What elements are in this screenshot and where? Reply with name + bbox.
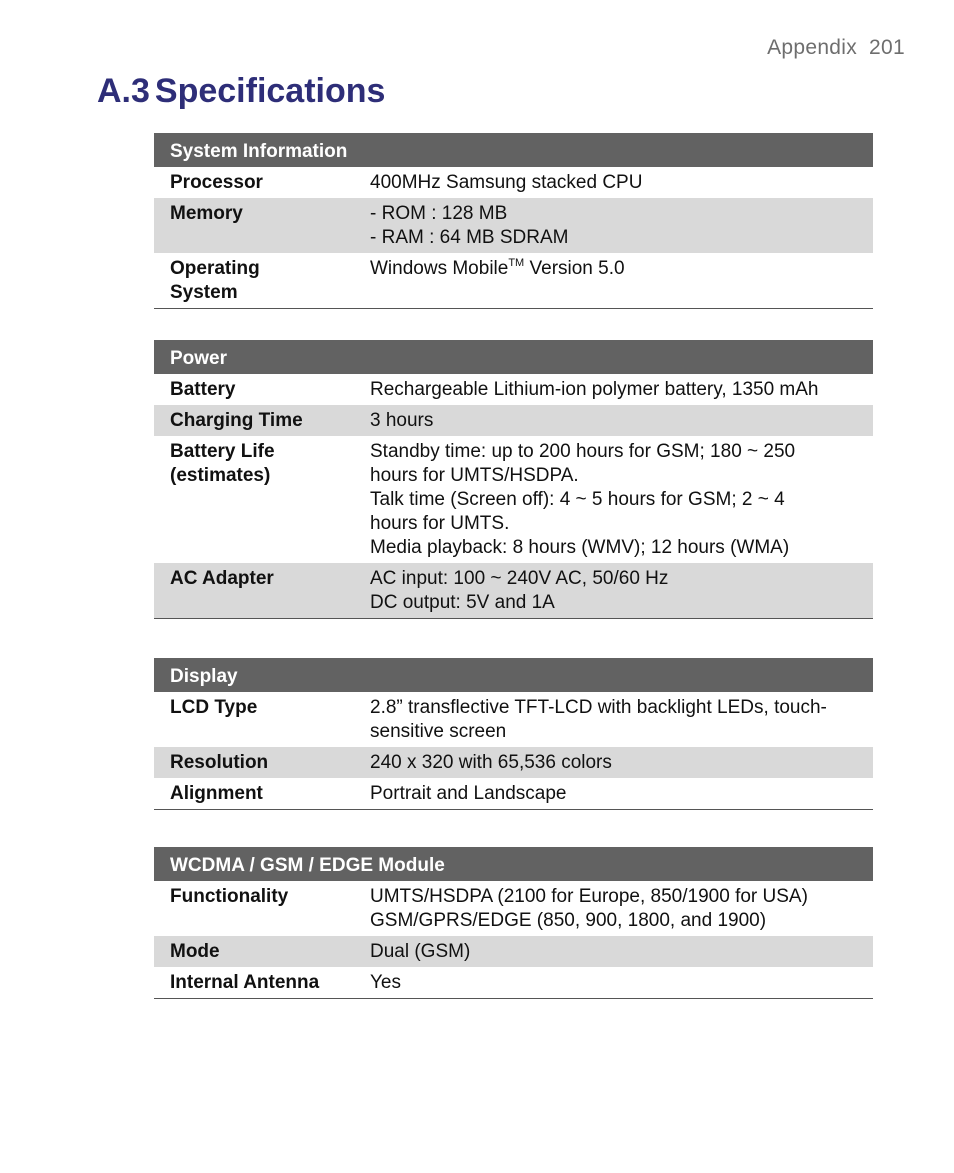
value-line: - ROM : 128 MB: [370, 203, 508, 224]
row-value: [354, 167, 873, 198]
value-line: hours for UMTS/HSDPA.: [370, 465, 579, 486]
value-line: Yes: [370, 972, 401, 993]
table-row: [154, 563, 873, 619]
table-row: [154, 436, 873, 563]
row-value: [354, 563, 873, 619]
label-line: Operating: [170, 258, 260, 279]
table-row: [154, 405, 873, 436]
value-line: GSM/GPRS/EDGE (850, 900, 1800, and 1900): [370, 910, 767, 931]
page-number: 201: [869, 36, 905, 59]
value-line: AC input: 100 ~ 240V AC, 50/60 Hz: [370, 568, 669, 589]
row-label: Processor: [170, 172, 263, 193]
table-row: [154, 167, 873, 198]
row-label: Internal Antenna: [170, 972, 320, 993]
row-label: Memory: [154, 198, 354, 253]
table-header-row: [154, 658, 873, 692]
table-header-row: [154, 133, 873, 167]
table-row: [154, 692, 873, 747]
value-line: Portrait and Landscape: [370, 783, 567, 804]
label-line: System: [170, 282, 238, 303]
value-line: 3 hours: [370, 410, 434, 431]
page-header: [767, 36, 905, 60]
row-label: Resolution: [154, 747, 354, 778]
row-label: [154, 253, 354, 309]
header-section-label: Appendix: [767, 36, 858, 59]
table-heading: System Information: [154, 133, 873, 167]
row-value: [354, 936, 873, 967]
label-line: Battery Life: [170, 441, 275, 462]
row-label: Battery: [170, 379, 236, 400]
row-value: [354, 405, 873, 436]
row-value: [354, 198, 873, 253]
value-line: 400MHz Samsung stacked CPU: [370, 172, 643, 193]
trademark-mark: TM: [508, 256, 525, 269]
table-row: [154, 374, 873, 405]
label-line: (estimates): [170, 465, 271, 486]
table-row: [154, 198, 873, 253]
row-label: [154, 436, 354, 563]
value-line: Dual (GSM): [370, 941, 471, 962]
row-value: [354, 747, 873, 778]
value-line: 2.8” transflective TFT-LCD with backlight LEDs, touch-: [370, 697, 827, 718]
display-table: [154, 658, 873, 810]
table-row: [154, 778, 873, 810]
value-text: Windows Mobile: [370, 258, 509, 279]
value-line: - RAM : 64 MB SDRAM: [370, 227, 569, 248]
row-value: [354, 374, 873, 405]
section-number: A.3: [97, 72, 150, 110]
table-row: [154, 747, 873, 778]
table-heading: Power: [154, 340, 873, 374]
row-label: Charging Time: [154, 405, 354, 436]
row-label: AC Adapter: [154, 563, 354, 619]
row-label: LCD Type: [170, 697, 258, 718]
table-header-row: [154, 847, 873, 881]
table-row: [154, 967, 873, 999]
value-text: Version 5.0: [524, 258, 625, 279]
value-line: 240 x 320 with 65,536 colors: [370, 752, 612, 773]
table-row: [154, 253, 873, 309]
value-line: Talk time (Screen off): 4 ~ 5 hours for GSM; 2 ~ 4: [370, 489, 785, 510]
value-line: UMTS/HSDPA (2100 for Europe, 850/1900 for USA): [370, 886, 808, 907]
row-value: [354, 253, 873, 309]
row-value: [354, 778, 873, 810]
power-table: [154, 340, 873, 619]
value-line: sensitive screen: [370, 721, 507, 742]
row-value: [354, 692, 873, 747]
row-label: Mode: [154, 936, 354, 967]
table-header-row: [154, 340, 873, 374]
row-label: Alignment: [170, 783, 263, 804]
value-line: Standby time: up to 200 hours for GSM; 180 ~ 250: [370, 441, 796, 462]
value-line: Media playback: 8 hours (WMV); 12 hours (WMA): [370, 537, 790, 558]
wcdma-module-table: [154, 847, 873, 999]
table-heading: Display: [154, 658, 873, 692]
table-heading: WCDMA / GSM / EDGE Module: [154, 847, 873, 881]
section-title-text: Specifications: [154, 72, 386, 110]
table-row: [154, 881, 873, 936]
value-line: Rechargeable Lithium-ion polymer battery, 1350 mAh: [370, 379, 819, 400]
row-value: [354, 967, 873, 999]
row-label: Functionality: [170, 886, 289, 907]
value-line: hours for UMTS.: [370, 513, 510, 534]
table-row: [154, 936, 873, 967]
value-line: DC output: 5V and 1A: [370, 592, 555, 613]
row-value: [354, 881, 873, 936]
system-information-table: [154, 133, 873, 309]
page-title: [97, 72, 385, 111]
row-value: [354, 436, 873, 563]
